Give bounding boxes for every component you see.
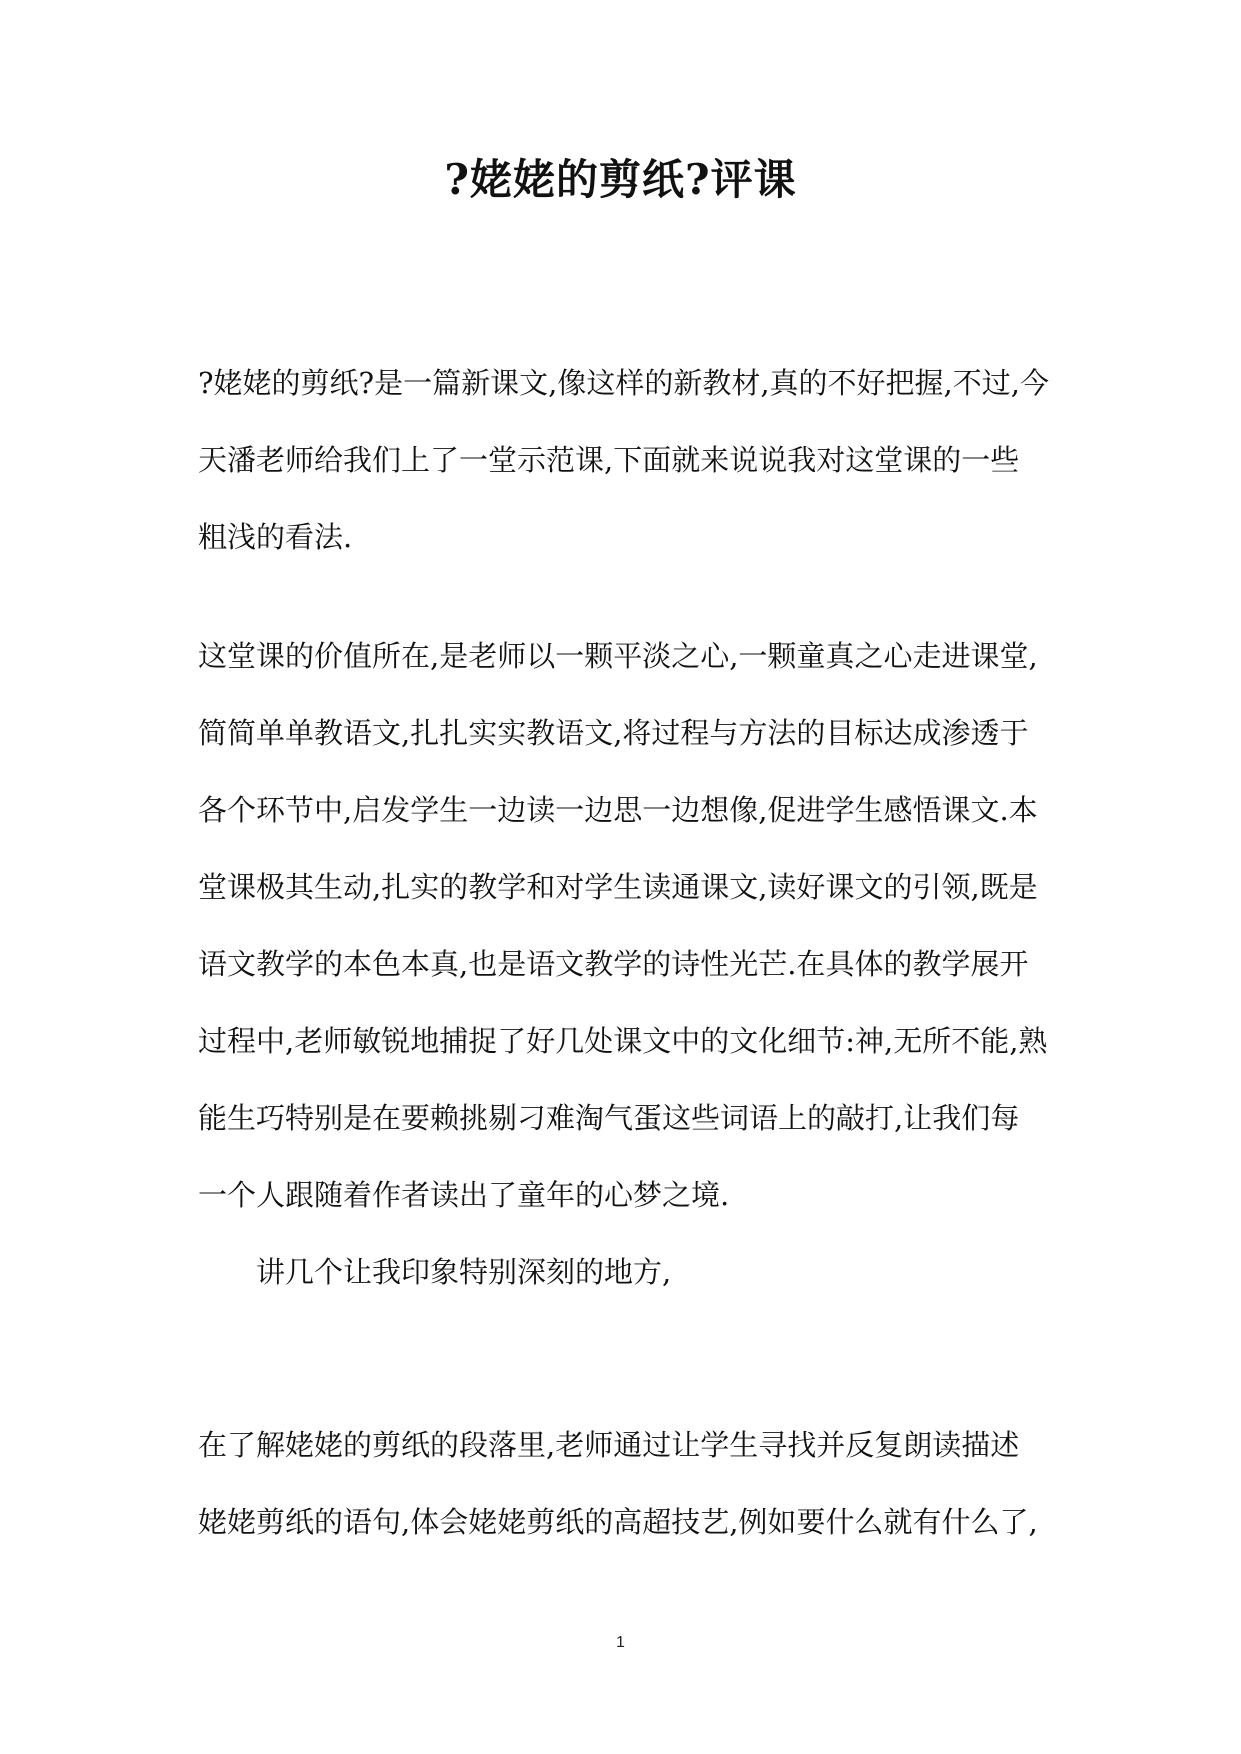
paragraph-value [198,618,1058,1234]
text-line: 这堂课的价值所在,是老师以一颗平淡之心,一颗童真之心走进课堂, [198,639,1038,673]
text-line: 天潘老师给我们上了一堂示范课,下面就来说说我对这堂课的一些 [198,443,1020,477]
text-line: 各个环节中,启发学生一边读一边思一边想像,促进学生感悟课文.本 [198,793,1038,827]
text-line: 一个人跟随着作者读出了童年的心梦之境. [198,1178,730,1212]
text-line: 堂课极其生动,扎实的教学和对学生读通课文,读好课文的引领,既是 [198,870,1038,904]
page-title: ?姥姥的剪纸?评课 [444,155,797,204]
paragraph-paper-cutting [198,1407,1058,1561]
page-number: 1 [616,1634,625,1651]
paragraph-intro [198,345,1058,576]
paragraph-impressions [198,1234,1058,1311]
text-line: 粗浅的看法. [198,520,353,554]
text-line: 过程中,老师敏锐地捕捉了好几处课文中的文化细节:神,无所不能,熟 [198,1024,1048,1058]
text-line: 在了解姥姥的剪纸的段落里,老师通过让学生寻找并反复朗读描述 [198,1428,1020,1462]
text-line: 讲几个让我印象特别深刻的地方, [256,1255,672,1289]
text-line: 姥姥剪纸的语句,体会姥姥剪纸的高超技艺,例如要什么就有什么了, [198,1505,1038,1539]
text-line: 能生巧特别是在要赖挑剔刁难淘气蛋这些词语上的敲打,让我们每 [198,1101,1020,1135]
text-line: 简简单单教语文,扎扎实实教语文,将过程与方法的目标达成渗透于 [198,716,1029,750]
text-line: ?姥姥的剪纸?是一篇新课文,像这样的新教材,真的不好把握,不过,今 [198,366,1049,400]
text-line: 语文教学的本色本真,也是语文教学的诗性光芒.在具体的教学展开 [198,947,1029,981]
